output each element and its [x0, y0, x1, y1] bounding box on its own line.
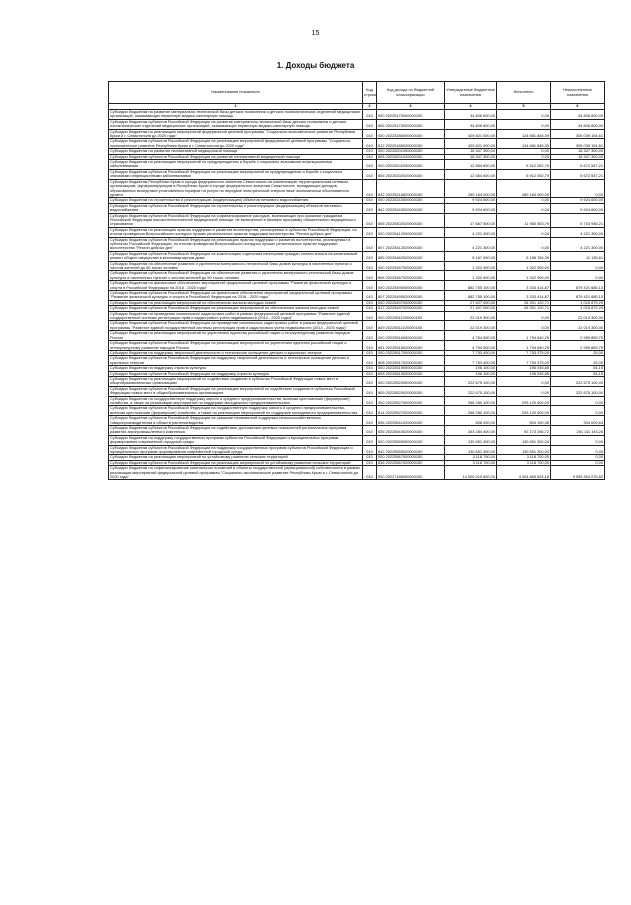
row-unexecuted: 54,15 [551, 366, 605, 371]
row-name: Субсидии бюджетам на реализацию мероприятий по содействию созданию в субъектах Российской Федерации новых мест в общеобразовательных организациях [109, 376, 363, 386]
row-name: Субсидии бюджетам субъектов Российской Федерации на финансовое обеспечение мероприятий федеральной целевой программы "Развитие физической культуры и спорта в Российской Федерации на 2016 - 2020 годы" [109, 291, 363, 301]
table-row [109, 376, 605, 386]
revenue-table [108, 81, 605, 480]
row-classification-code: 000 20225555000000150 [377, 435, 445, 445]
row-unexecuted: 0,00 [551, 406, 605, 416]
row-approved: 14 000 019 600,00 [445, 466, 497, 480]
table-row [109, 416, 605, 426]
row-unexecuted: 6 672 547,21 [551, 160, 605, 170]
row-line-code: 010 [363, 119, 377, 129]
row-name: Субсидии бюджетам субъектов Российской Федерации на реализацию мероприятий по укреплению единства российской нации и этнокультурному развитию народов России [109, 341, 363, 351]
row-approved: 196 100,00 [445, 366, 497, 371]
header-classification-code: Код дохода по бюджетной классификации [377, 82, 445, 104]
row-classification-code: 812 20225186020000150 [377, 139, 445, 149]
row-name: Субсидии бюджетам субъектов Российской Федерации на развитие материально-технической базы детских поликлиник и детских поликлинических отделений медицинских организаций, оказывающих первичную медико-санитарную помощь [109, 119, 363, 129]
row-executed: 4 404 665 524,18 [497, 466, 551, 480]
table-row [109, 311, 605, 321]
row-approved: 22 019 300,00 [445, 321, 497, 331]
table-row [109, 119, 605, 129]
row-line-code: 010 [363, 291, 377, 301]
row-executed: 293 120 400,00 [497, 406, 551, 416]
row-executed: 196 045,85 [497, 371, 551, 376]
row-line-code: 010 [363, 271, 377, 281]
row-unexecuted: 22 019 300,00 [551, 311, 605, 321]
row-approved: 27 407 000,00 [445, 300, 497, 305]
table-header-row [109, 82, 605, 104]
row-unexecuted: 1 015 879,29 [551, 300, 605, 305]
row-unexecuted: 0,00 [551, 460, 605, 465]
row-executed: 0,00 [497, 237, 551, 251]
row-line-code: 010 [363, 311, 377, 321]
row-executed: 1 322 900,00 [497, 261, 551, 271]
row-unexecuted: 9 924 600,00 [551, 203, 605, 213]
row-approved: 3 118 700,00 [445, 455, 497, 460]
row-approved: 34 606 600,00 [445, 119, 497, 129]
row-classification-code: 000 20225467000000150 [377, 261, 445, 271]
row-classification-code: 000 20225412000000150 [377, 227, 445, 237]
table-row [109, 139, 605, 149]
row-executed: 7 753 375,00 [497, 350, 551, 355]
row-name: Субсидии бюджетам на строительство и реконструкцию (модернизацию) объектов питьевого водоснабжения [109, 198, 363, 203]
row-name: Субсидии бюджетам на софинансирование капитальных вложений в объекты государственной (муниципальной) собственности в рамках реализации мероприятий федеральной целевой программы "Социально-экономическое развитие Республики Крым и г. Севастополя до 2020 года" [109, 466, 363, 480]
row-name: Субсидии бюджетам субъектов Российской Федерации на содействие достижению целевых показателей региональных программ развития агропромышленного комплекса [109, 426, 363, 436]
row-unexecuted: 9 924 600,00 [551, 198, 605, 203]
row-approved: 882 755 100,00 [445, 291, 497, 301]
table-row [109, 110, 605, 120]
column-number: 3 [377, 104, 445, 110]
row-unexecuted: 25,00 [551, 350, 605, 355]
row-line-code: 010 [363, 396, 377, 406]
row-name: Субсидии бюджетам субъектов Российской Федерации на обеспечение развития и укрепления материально-технической базы домов культуры в населенных пунктах с числом жителей до 50 тысяч человек [109, 271, 363, 281]
row-approved: 12 584 600,00 [445, 169, 497, 179]
row-classification-code: 842 20225216820000150 [377, 179, 445, 198]
row-line-code: 010 [363, 154, 377, 159]
row-name: Субсидии бюджетам на развитие паллиативной медицинской помощи [109, 149, 363, 154]
row-unexecuted: 0,00 [551, 445, 605, 455]
row-executed: 280 164 000,00 [497, 179, 551, 198]
row-executed: 0,00 [497, 376, 551, 386]
row-unexecuted: 1 015 879,29 [551, 306, 605, 311]
table-row [109, 406, 605, 416]
row-classification-code: 808 20225519020000150 [377, 371, 445, 376]
row-name: Субсидии бюджетам на реализацию мероприятий федеральной целевой программы "Социально-экономическое развитие Республики Крым и г. Севастополя до 2020 года" [109, 129, 363, 139]
row-approved: 17 687 500,00 [445, 213, 497, 227]
row-approved: 266 280 100,00 [445, 396, 497, 406]
row-name: Субсидии бюджетам субъектов Российской Федерации на софинансирование расходов, возникающих при оказании гражданам Российской Федерации высокотехнологичной медицинской помощи, не включенной в базовую программу обязательного медицинского страхования [109, 213, 363, 227]
row-classification-code: 836 20225567020000150 [377, 460, 445, 465]
row-name: Субсидии бюджетам субъектов Российской Федерации на проведение комплексных кадастровых работ в рамках федеральной целевой программы "Развитие единой государственной системы регистрации прав и кадастрового учета недвижимости (2014 - 2020 годы)" [109, 321, 363, 331]
row-unexecuted: 305 039 154,61 [551, 129, 605, 139]
table-row [109, 160, 605, 170]
row-name: Субсидии бюджетам на проведение комплексных кадастровых работ в рамках федеральной целевой программы "Развитие единой государственной системы регистрации прав и кадастрового учета недвижимости (2014 - 2020 годы)" [109, 311, 363, 321]
row-classification-code: 000 20227186000000150 [377, 466, 445, 480]
row-name: Субсидии бюджетам субъектов Российской Федерации на реализацию практик поддержки и развития волонтерства, реализуемых в субъектах Российской Федерации, по итогам проведения Всероссийского конкурса лучших региональных практик поддержки волонтерства "Регион добрых дел" [109, 237, 363, 251]
row-classification-code: 808 20225467020000150 [377, 271, 445, 281]
row-unexecuted: 34 606 600,00 [551, 110, 605, 120]
row-unexecuted: 0,00 [551, 435, 605, 445]
row-approved: 12 584 600,00 [445, 160, 497, 170]
row-line-code: 010 [363, 169, 377, 179]
row-classification-code: 851 20225516020000150 [377, 341, 445, 351]
row-approved: 222 675 100,00 [445, 376, 497, 386]
row-classification-code: 836 20225541020000150 [377, 416, 445, 426]
row-line-code: 010 [363, 237, 377, 251]
row-executed: 0,00 [497, 203, 551, 213]
row-approved: 196 100,00 [445, 371, 497, 376]
row-approved: 9 924 600,00 [445, 198, 497, 203]
row-approved: 5 167 900,00 [445, 251, 497, 261]
row-line-code: 010 [363, 426, 377, 436]
row-name: Субсидии бюджетам субъектов Российской Федерации на государственную поддержку малого и среднего предпринимательства, включая крестьянские (фермерские) хозяйства, а также на реализацию мероприятий по поддержке молодежного предпринимательства [109, 406, 363, 416]
row-unexecuted: 222 675 100,00 [551, 386, 605, 396]
row-executed: 5 912 052,79 [497, 160, 551, 170]
row-line-code: 010 [363, 371, 377, 376]
row-executed: 7 753 375,00 [497, 356, 551, 366]
row-executed: 0,00 [497, 110, 551, 120]
column-number: 6 [551, 104, 605, 110]
row-classification-code: 842 20225555020000150 [377, 445, 445, 455]
row-classification-code: 807 20225495020000150 [377, 291, 445, 301]
row-line-code: 010 [363, 406, 377, 416]
table-row [109, 435, 605, 445]
row-approved: 34 606 600,00 [445, 110, 497, 120]
row-line-code: 010 [363, 435, 377, 445]
row-unexecuted: 0,00 [551, 396, 605, 406]
header-line-code: Код строки [363, 82, 377, 104]
row-approved: 838 200,00 [445, 416, 497, 426]
row-unexecuted: 34 606 600,00 [551, 119, 605, 129]
table-row [109, 271, 605, 281]
row-approved: 16 347 300,00 [445, 149, 497, 154]
row-name: Субсидии бюджетам на реализацию мероприятий по устойчивому развитию сельских территорий [109, 455, 363, 460]
row-executed: 11 983 553,79 [497, 213, 551, 227]
row-classification-code: 849 20225511020000150 [377, 321, 445, 331]
row-line-code: 010 [363, 129, 377, 139]
table-row [109, 341, 605, 351]
table-row [109, 203, 605, 213]
row-executed: 3 118 700,00 [497, 455, 551, 460]
table-row [109, 356, 605, 366]
row-name: Субсидии бюджетам на государственную поддержку малого и среднего предпринимательства, включая крестьянские (фермерские) хозяйства, а также на реализацию мероприятий по поддержке молодежного предпринимательства [109, 396, 363, 406]
row-executed: 0,00 [497, 119, 551, 129]
row-name: Субсидии бюджетам на развитие материально-технической базы детских поликлиник и детских поликлинических отделений медицинских организаций, оказывающих первичную медико-санитарную помощь [109, 110, 363, 120]
row-classification-code: 814 20225527020000150 [377, 406, 445, 416]
row-name: Субсидии бюджетам субъектов Российской Федерации на оказание несвязанной поддержки сельскохозяйственным товаропроизводителям в области растениеводства [109, 416, 363, 426]
row-line-code: 010 [363, 455, 377, 460]
row-name: Субсидии бюджетам на финансовое обеспечение мероприятий федеральной целевой программы "Развитие физической культуры и спорта в Российской Федерации на 2016 - 2020 годы" [109, 281, 363, 291]
row-classification-code: 842 20225243020000150 [377, 203, 445, 213]
row-approved: 27 407 000,00 [445, 306, 497, 311]
row-executed: 1 794 640,25 [497, 331, 551, 341]
row-unexecuted: 0,00 [551, 455, 605, 460]
table-row [109, 426, 605, 436]
table-row [109, 227, 605, 237]
row-line-code: 010 [363, 160, 377, 170]
row-line-code: 010 [363, 350, 377, 355]
row-classification-code: 809 20225520020000150 [377, 386, 445, 396]
row-unexecuted: 251 111 143,28 [551, 426, 605, 436]
row-executed: 26 391 120,71 [497, 306, 551, 311]
row-line-code: 010 [363, 300, 377, 305]
row-name: Субсидии бюджетам Республики Крым и города федерального значения Севастополя на компенсацию территориальным сетевым организациям, функционирующим в Республике Крым и городе федерального значения Севастополе, выпадающих доходов, образованных вследствие установления тарифов на услуги по передаче электрической энергии ниже экономически обоснованного уровня [109, 179, 363, 198]
row-name: Субсидии бюджетам субъектов Российской Федерации на развитие паллиативной медицинской помощи [109, 154, 363, 159]
page-number: 15 [311, 30, 320, 37]
table-row [109, 281, 605, 291]
table-row [109, 169, 605, 179]
row-approved: 1 322 900,00 [445, 261, 497, 271]
row-approved: 4 221 300,00 [445, 227, 497, 237]
row-line-code: 010 [363, 251, 377, 261]
table-row [109, 129, 605, 139]
row-name: Субсидии бюджетам на реализацию практик поддержки и развития волонтерства, реализуемых в субъектах Российской Федерации, по итогам проведения Всероссийского конкурса лучших региональных практик поддержки волонтерства "Регион добрых дел" [109, 227, 363, 237]
row-approved: 266 280 100,00 [445, 406, 497, 416]
row-line-code: 010 [363, 386, 377, 396]
row-classification-code: 000 20225202000000150 [377, 160, 445, 170]
column-number: 2 [363, 104, 377, 110]
row-unexecuted: 16 347 300,00 [551, 149, 605, 154]
row-classification-code: 817 20225497020000150 [377, 306, 445, 311]
row-name: Субсидии бюджетам на поддержку отрасли культуры [109, 366, 363, 371]
row-name: Субсидии бюджетам субъектов Российской Федерации на поддержку отрасли культуры [109, 371, 363, 376]
row-classification-code: 000 20225517000000150 [377, 350, 445, 355]
row-classification-code: 000 20225497000000150 [377, 300, 445, 305]
header-executed: Исполнено [497, 82, 551, 104]
row-executed: 5 912 052,79 [497, 169, 551, 179]
row-name: Субсидии бюджетам на реализацию мероприятий по предупреждению и борьбе с социально значимыми инфекционными заболеваниями [109, 160, 363, 170]
row-executed: 3 333 414,87 [497, 281, 551, 291]
row-name: Субсидии бюджетам на поддержку государственных программ субъектов Российской Федерации и муниципальных программ формирования современной городской среды [109, 435, 363, 445]
row-unexecuted: 16 347 300,00 [551, 154, 605, 159]
row-unexecuted: 22 019 300,00 [551, 321, 605, 331]
row-classification-code: 836 20225543020000150 [377, 426, 445, 436]
row-executed: 124 681 845,39 [497, 139, 551, 149]
row-classification-code: 806 20225402020000150 [377, 213, 445, 227]
table-row [109, 261, 605, 271]
row-executed: 3 118 700,00 [497, 460, 551, 465]
row-classification-code: 806 20225202020000150 [377, 169, 445, 179]
table-row [109, 237, 605, 251]
row-unexecuted: 0,00 [551, 179, 605, 198]
table-row [109, 321, 605, 331]
row-approved: 222 675 100,00 [445, 386, 497, 396]
row-executed: 504 190,36 [497, 416, 551, 426]
row-unexecuted: 305 039 154,61 [551, 139, 605, 149]
row-classification-code: 806 20225170020000150 [377, 119, 445, 129]
row-name: Субсидии бюджетам субъектов Российской Федерации на реализацию мероприятий федеральной целевой программы "Социально-экономическое развитие Республики Крым и г. Севастополя до 2020 года" [109, 139, 363, 149]
table-row [109, 386, 605, 396]
table-row [109, 291, 605, 301]
row-line-code: 010 [363, 227, 377, 237]
row-name: Субсидии бюджетам на поддержку творческой деятельности и техническое оснащение детских и кукольных театров [109, 350, 363, 355]
row-unexecuted: 4 221 300,00 [551, 227, 605, 237]
row-name: Субсидии бюджетам субъектов Российской Федерации на поддержку творческой деятельности и техническое оснащение детских и кукольных театров [109, 356, 363, 366]
row-line-code: 010 [363, 356, 377, 366]
row-unexecuted: 0,00 [551, 271, 605, 281]
row-name: Субсидии бюджетам субъектов Российской Федерации на реализацию мероприятий по предупреждению и борьбе с социально значимыми инфекционными заболеваниями [109, 169, 363, 179]
row-classification-code: 855 20225462020000150 [377, 251, 445, 261]
row-classification-code: 000 20225567000000150 [377, 455, 445, 460]
row-classification-code: 000 20225511000000150 [377, 311, 445, 321]
row-name: Субсидии бюджетам на реализацию мероприятий по укреплению единства российской нации и этнокультурному развитию народов России [109, 331, 363, 341]
page-title: 1. Доходы бюджета [276, 61, 355, 70]
row-line-code: 010 [363, 281, 377, 291]
table-row [109, 213, 605, 227]
row-classification-code: 808 20225517020000150 [377, 356, 445, 366]
row-unexecuted: 222 675 100,00 [551, 376, 605, 386]
row-approved: 22 019 300,00 [445, 311, 497, 321]
row-classification-code: 807 20225412020000150 [377, 237, 445, 251]
row-unexecuted: 879 421 685,13 [551, 291, 605, 301]
row-classification-code: 806 20225201020000150 [377, 154, 445, 159]
row-approved: 1 322 900,00 [445, 271, 497, 281]
row-line-code: 010 [363, 203, 377, 213]
row-approved: 16 347 300,00 [445, 154, 497, 159]
row-unexecuted: 54,15 [551, 371, 605, 376]
row-approved: 429 821 000,00 [445, 129, 497, 139]
row-unexecuted: 334 009,64 [551, 416, 605, 426]
row-approved: 130 651 300,00 [445, 445, 497, 455]
row-executed: 0,00 [497, 311, 551, 321]
header-approved: Утвержденные бюджетные назначения [445, 82, 497, 104]
row-line-code: 010 [363, 261, 377, 271]
row-executed: 92 173 256,72 [497, 426, 551, 436]
row-approved: 280 164 000,00 [445, 179, 497, 198]
row-executed: 130 651 300,00 [497, 445, 551, 455]
row-name: Субсидии бюджетам субъектов Российской Федерации на реализацию мероприятий по устойчивому развитию сельских территорий [109, 460, 363, 465]
row-unexecuted: 11 135,61 [551, 251, 605, 261]
row-line-code: 010 [363, 341, 377, 351]
row-classification-code: 000 20225495000000150 [377, 281, 445, 291]
row-classification-code: 000 20225186000000150 [377, 129, 445, 139]
row-executed: 124 681 845,39 [497, 129, 551, 139]
row-executed: 0,00 [497, 198, 551, 203]
row-name: Субсидии бюджетам субъектов Российской Федерации на строительство и реконструкцию (модернизацию) объектов питьевого водоснабжения [109, 203, 363, 213]
row-classification-code: 000 20225201000000150 [377, 149, 445, 154]
row-classification-code: 000 20225516000000150 [377, 331, 445, 341]
row-approved: 4 221 300,00 [445, 237, 497, 251]
row-executed: 0,00 [497, 227, 551, 237]
table-row [109, 445, 605, 455]
row-executed: 26 391 120,71 [497, 300, 551, 305]
row-approved: 7 753 400,00 [445, 356, 497, 366]
header-indicator-name: Наименование показателя [109, 82, 363, 104]
column-number: 5 [497, 104, 551, 110]
row-name: Субсидии бюджетам на реализацию мероприятий по обеспечению жильем молодых семей [109, 300, 363, 305]
row-executed: 0,00 [497, 149, 551, 154]
row-name: Субсидии бюджетам субъектов Российской Федерации на компенсацию отдельным категориям граждан оплаты взноса на капитальный ремонт общего имущества в многоквартирном доме [109, 251, 363, 261]
row-line-code: 010 [363, 110, 377, 120]
row-unexecuted: 9 595 354 075,82 [551, 466, 605, 480]
row-executed: 3 333 414,87 [497, 291, 551, 301]
row-line-code: 010 [363, 149, 377, 154]
table-row [109, 396, 605, 406]
row-approved: 3 118 700,00 [445, 460, 497, 465]
row-line-code: 010 [363, 321, 377, 331]
row-line-code: 010 [363, 331, 377, 341]
row-classification-code: 000 20225243000000150 [377, 198, 445, 203]
row-approved: 4 754 500,00 [445, 331, 497, 341]
table-row [109, 179, 605, 198]
row-classification-code: 000 20225527000000150 [377, 396, 445, 406]
row-line-code: 010 [363, 179, 377, 198]
row-approved: 130 651 300,00 [445, 435, 497, 445]
row-line-code: 010 [363, 306, 377, 311]
row-line-code: 010 [363, 416, 377, 426]
row-executed: 5 156 764,39 [497, 251, 551, 261]
row-unexecuted: 2 959 859,75 [551, 331, 605, 341]
row-classification-code: 000 20225170000000150 [377, 110, 445, 120]
row-executed: 0,00 [497, 321, 551, 331]
table-row [109, 251, 605, 261]
row-executed: 1 322 900,00 [497, 271, 551, 281]
row-approved: 343 284 400,00 [445, 426, 497, 436]
row-approved: 9 924 600,00 [445, 203, 497, 213]
row-executed: 293 120 400,00 [497, 396, 551, 406]
row-line-code: 010 [363, 445, 377, 455]
row-executed: 130 651 300,00 [497, 435, 551, 445]
table-row [109, 331, 605, 341]
row-unexecuted: 879 421 685,13 [551, 281, 605, 291]
row-unexecuted: 25,00 [551, 356, 605, 366]
row-executed: 0,00 [497, 386, 551, 396]
row-line-code: 010 [363, 139, 377, 149]
row-line-code: 010 [363, 376, 377, 386]
row-approved: 882 755 100,00 [445, 281, 497, 291]
row-unexecuted: 2 959 859,75 [551, 341, 605, 351]
row-executed: 1 794 640,25 [497, 341, 551, 351]
row-name: Субсидии бюджетам субъектов Российской Федерации на реализацию мероприятий по обеспечению жильем молодых семей [109, 306, 363, 311]
row-name: Субсидии бюджетам субъектов Российской Федерации на поддержку государственных программ субъектов Российской Федерации и муниципальных программ формирования современной городской среды [109, 445, 363, 455]
header-unexecuted: Неисполненные назначения [551, 82, 605, 104]
row-approved: 4 754 500,00 [445, 341, 497, 351]
table-row [109, 466, 605, 480]
row-unexecuted: 4 221 300,00 [551, 237, 605, 251]
column-number: 4 [445, 104, 497, 110]
row-approved: 429 821 000,00 [445, 139, 497, 149]
row-unexecuted: 0,00 [551, 261, 605, 271]
row-executed: 0,00 [497, 154, 551, 159]
row-classification-code: 000 20225519000000150 [377, 366, 445, 371]
row-line-code: 010 [363, 466, 377, 480]
row-classification-code: 000 20225520000000150 [377, 376, 445, 386]
row-line-code: 010 [363, 366, 377, 371]
row-unexecuted: 5 703 946,21 [551, 213, 605, 227]
row-executed: 196 045,85 [497, 366, 551, 371]
row-line-code: 010 [363, 213, 377, 227]
row-name: Субсидии бюджетам субъектов Российской Федерации на реализацию мероприятий по содействию созданию в субъектах Российской Федерации новых мест в общеобразовательных организациях [109, 386, 363, 396]
row-name: Субсидии бюджетам на обеспечение развития и укрепления материально-технической базы домов культуры в населенных пунктах с числом жителей до 50 тысяч человек [109, 261, 363, 271]
row-approved: 7 753 400,00 [445, 350, 497, 355]
column-number: 1 [109, 104, 363, 110]
row-line-code: 010 [363, 460, 377, 465]
row-unexecuted: 6 672 547,21 [551, 169, 605, 179]
table-body [109, 110, 605, 480]
row-line-code: 010 [363, 198, 377, 203]
